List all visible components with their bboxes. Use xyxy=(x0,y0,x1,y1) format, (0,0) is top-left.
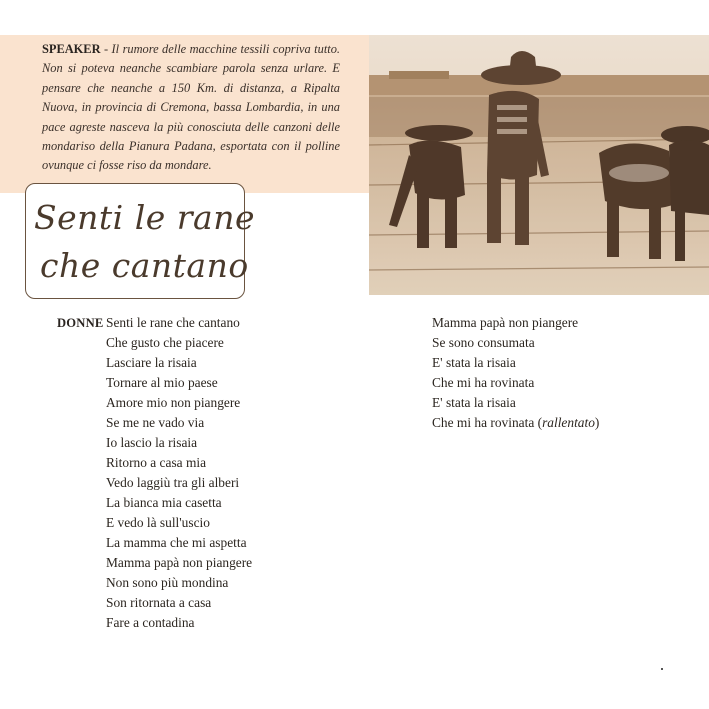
lyric-line: E vedo là sull'uscio xyxy=(106,515,210,530)
song-title-line-1: Senti le rane xyxy=(34,198,255,237)
lyric-line: La mamma che mi aspetta xyxy=(106,535,247,550)
final-line-close: ) xyxy=(594,415,600,430)
final-line-text: Che mi ha rovinata ( xyxy=(432,415,543,430)
lyric-line: Mamma papà non piangere xyxy=(432,315,579,330)
lyric-line-final xyxy=(432,413,599,433)
tempo-marking: rallentato xyxy=(542,415,595,430)
lyric-line: Fare a contadina xyxy=(106,615,195,630)
singer-role-label: DONNE xyxy=(57,316,104,330)
lyric-line: Non sono più mondina xyxy=(106,575,229,590)
lyric-line: La bianca mia casetta xyxy=(106,495,222,510)
page-mark xyxy=(661,668,663,670)
lyric-line: Mamma papà non piangere xyxy=(106,555,253,570)
lyrics-right-column xyxy=(432,313,599,433)
lyric-line: Che gusto che piacere xyxy=(106,335,224,350)
lyric-line: E' stata la risaia xyxy=(432,395,516,410)
song-title-line-2: che cantano xyxy=(40,246,249,285)
lyric-line: Che mi ha rovinata xyxy=(432,375,535,390)
lyric-line: Amore mio non piangere xyxy=(106,395,241,410)
lyric-line: Se me ne vado via xyxy=(106,415,205,430)
lyric-line: Ritorno a casa mia xyxy=(106,455,207,470)
song-title-box xyxy=(25,183,255,299)
lyric-line: Se sono consumata xyxy=(432,335,535,350)
speaker-label: SPEAKER xyxy=(42,42,101,56)
lyric-line: Vedo laggiù tra gli alberi xyxy=(106,475,240,490)
lyrics-left-column xyxy=(106,313,252,633)
lyric-line: E' stata la risaia xyxy=(432,355,516,370)
rice-field-workers-photo xyxy=(369,35,709,295)
lyric-line: Son ritornata a casa xyxy=(106,595,212,610)
speaker-body: - Il rumore delle macchine tessili copriva tutto. Non si poteva neanche scambiare parola senza urlare. E pensare che neanche a 150 Km. di distanza, a Ripalta Nuova, in provincia di Cremona, bassa Lombardia, in una pace agreste nasceva la più conosciuta delle canzoni delle mondariso della Pianura Padana, esportata con il polline ovunque ci fosse riso da mondare. xyxy=(42,42,340,173)
lyric-line: Lasciare la risaia xyxy=(106,355,197,370)
lyric-line: Io lascio la risaia xyxy=(106,435,198,450)
lyric-line: Senti le rane che cantano xyxy=(106,315,240,330)
lyric-line: Tornare al mio paese xyxy=(106,375,218,390)
speaker-paragraph xyxy=(42,40,340,176)
